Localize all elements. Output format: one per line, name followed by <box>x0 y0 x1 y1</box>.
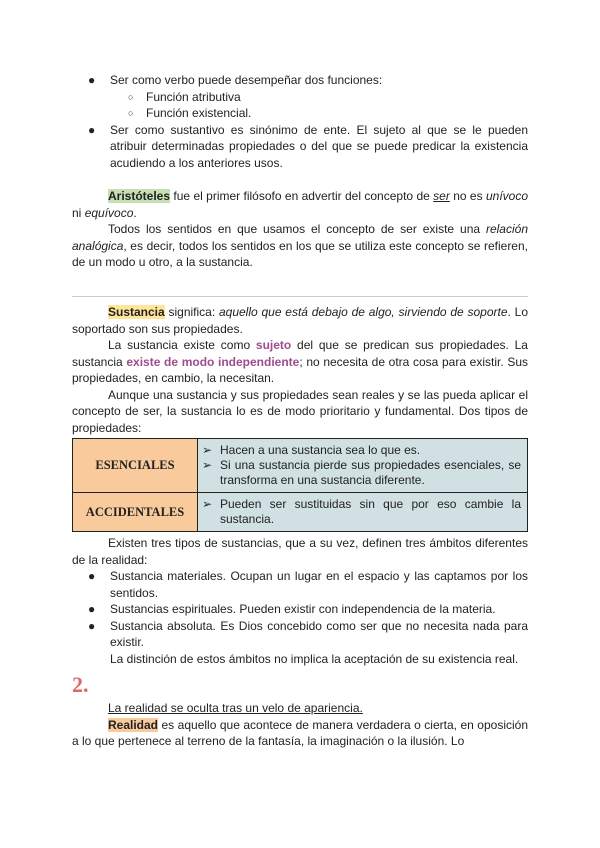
table-bullet-text: Si una sustancia pierde sus propiedades esenciales, se transforma en una sustancia diferente. <box>220 458 521 487</box>
sub-list-item-text: Función existencial. <box>146 106 252 120</box>
aristoteles-highlight: Aristóteles <box>108 189 171 203</box>
list-item <box>72 568 528 601</box>
table-bullet <box>202 443 521 458</box>
sustancia-section <box>72 304 528 436</box>
text-run: del que se predican sus propiedades. La sustancia <box>72 338 528 369</box>
equivoco-term: equívoco <box>84 205 134 220</box>
esenciales-label: ESENCIALES <box>73 439 198 493</box>
sub-list-item-text: Función atributiva <box>146 89 241 104</box>
list-item-text: Sustancias espirituales. Pueden existir con independencia de la materia. <box>110 602 496 616</box>
section-number: 2. <box>72 672 89 697</box>
propiedades-table <box>72 438 528 532</box>
circle-bullet-icon: ○ <box>128 91 134 102</box>
sustancia-definition <box>72 304 528 337</box>
table-bullet <box>202 458 521 488</box>
bullet-icon: ● <box>88 569 96 583</box>
text-run: significa: <box>164 305 219 319</box>
realidad-highlight: Realidad <box>108 717 159 732</box>
existe-independiente-term: existe de modo independiente <box>126 354 300 369</box>
table-bullet-text: Pueden ser sustituidas sin que por eso cambie la sustancia. <box>220 497 521 526</box>
list-item-text: Ser como verbo puede desempeñar dos funciones: <box>110 73 383 87</box>
list-item <box>72 618 528 651</box>
accidentales-description <box>198 493 528 532</box>
sustancia-sujeto-paragraph <box>72 337 528 387</box>
realidad-subtitle <box>72 700 528 717</box>
sujeto-term: sujeto <box>255 338 292 352</box>
sub-list-item <box>110 105 528 122</box>
relacion-analogica-term: relación analógica <box>72 222 528 253</box>
table-row-accidentales <box>73 493 528 532</box>
arrow-icon: ➢ <box>202 497 213 511</box>
realidad-section <box>72 700 528 750</box>
arrow-icon: ➢ <box>202 443 213 457</box>
bullet-icon: ● <box>88 73 96 87</box>
text-run: no es <box>449 189 486 203</box>
accidentales-label: ACCIDENTALES <box>73 493 198 532</box>
table-row-esenciales <box>73 439 528 493</box>
bullet-icon: ● <box>88 602 96 616</box>
text-run: La sustancia existe como <box>108 338 256 352</box>
sustancia-prioridad-paragraph: Aunque una sustancia y sus propiedades sean reales y se las pueda aplicar el concepto de ser, la sustancia lo es de modo prioritario y fundamental. Dos tipos de propiedades: <box>72 387 528 435</box>
text-run: . Lo soportado son sus propiedades. <box>72 305 529 336</box>
arrow-icon: ➢ <box>202 458 213 472</box>
bullet-icon: ● <box>88 618 96 633</box>
sustancia-definition-italic: aquello que está debajo de algo, sirviendo de soporte <box>218 305 508 319</box>
list-item-text: Sustancia absoluta. Es Dios concebido como ser que no necesita nada para existir. <box>110 618 528 649</box>
text-run: fue el primer filósofo en advertir del concepto de <box>170 189 434 203</box>
realidad-paragraph <box>72 717 528 750</box>
table-bullet-text: Hacen a una sustancia sea lo que es. <box>220 443 421 457</box>
table-bullet <box>202 497 521 527</box>
text-run: ni <box>72 205 85 220</box>
list-item-text: Ser como sustantivo es sinónimo de ente. El sujeto al que se le pueden atribuir determinadas propiedades o del que se puede predicar la existencia acudiendo a los anteriores usos. <box>110 122 528 170</box>
sustancia-highlight: Sustancia <box>108 305 165 319</box>
text-run: ; no necesita de otra cosa para existir. Sus propiedades, en cambio, la necesitan. <box>72 354 529 385</box>
tipos-intro-paragraph: Existen tres tipos de sustancias, que a su vez, definen tres ámbitos diferentes de la realidad: <box>72 536 528 567</box>
text-run: , es decir, todos los sentidos en los que se utiliza este concepto se refieren, de un modo u otro, a la sustancia. <box>72 238 528 269</box>
list-note <box>72 651 528 668</box>
sentidos-paragraph <box>72 221 528 271</box>
aristoteles-section <box>72 188 528 271</box>
list-item <box>72 72 528 122</box>
list-item <box>72 122 528 172</box>
text-run: es aquello que acontece de manera verdadera o cierta, en oposición a lo que pertenece al terreno de la fantasía, la imaginación o la ilusión. Lo <box>72 717 528 748</box>
ser-functions-list <box>72 72 528 171</box>
realidad-subtitle-text: La realidad se oculta tras un velo de apariencia. <box>108 701 363 715</box>
section-divider <box>72 296 528 297</box>
aristoteles-paragraph <box>72 188 528 221</box>
text-run: . <box>133 205 137 220</box>
bullet-icon: ● <box>88 122 96 137</box>
circle-bullet-icon: ○ <box>128 108 134 118</box>
tipos-sustancias-list <box>72 568 528 667</box>
sub-list <box>110 89 528 122</box>
esenciales-description <box>198 439 528 493</box>
list-item-text: Sustancia materiales. Ocupan un lugar en el espacio y las captamos por los sentidos. <box>110 569 528 600</box>
list-note-text: La distinción de estos ámbitos no implica la aceptación de su existencia real. <box>110 651 519 666</box>
sub-list-item <box>110 89 528 106</box>
list-item <box>72 601 528 618</box>
text-run: Todos los sentidos en que usamos el concepto de ser existe una <box>108 222 486 236</box>
univoco-term: unívoco <box>485 189 528 203</box>
tipos-intro <box>72 535 528 568</box>
ser-term: ser <box>433 189 450 203</box>
